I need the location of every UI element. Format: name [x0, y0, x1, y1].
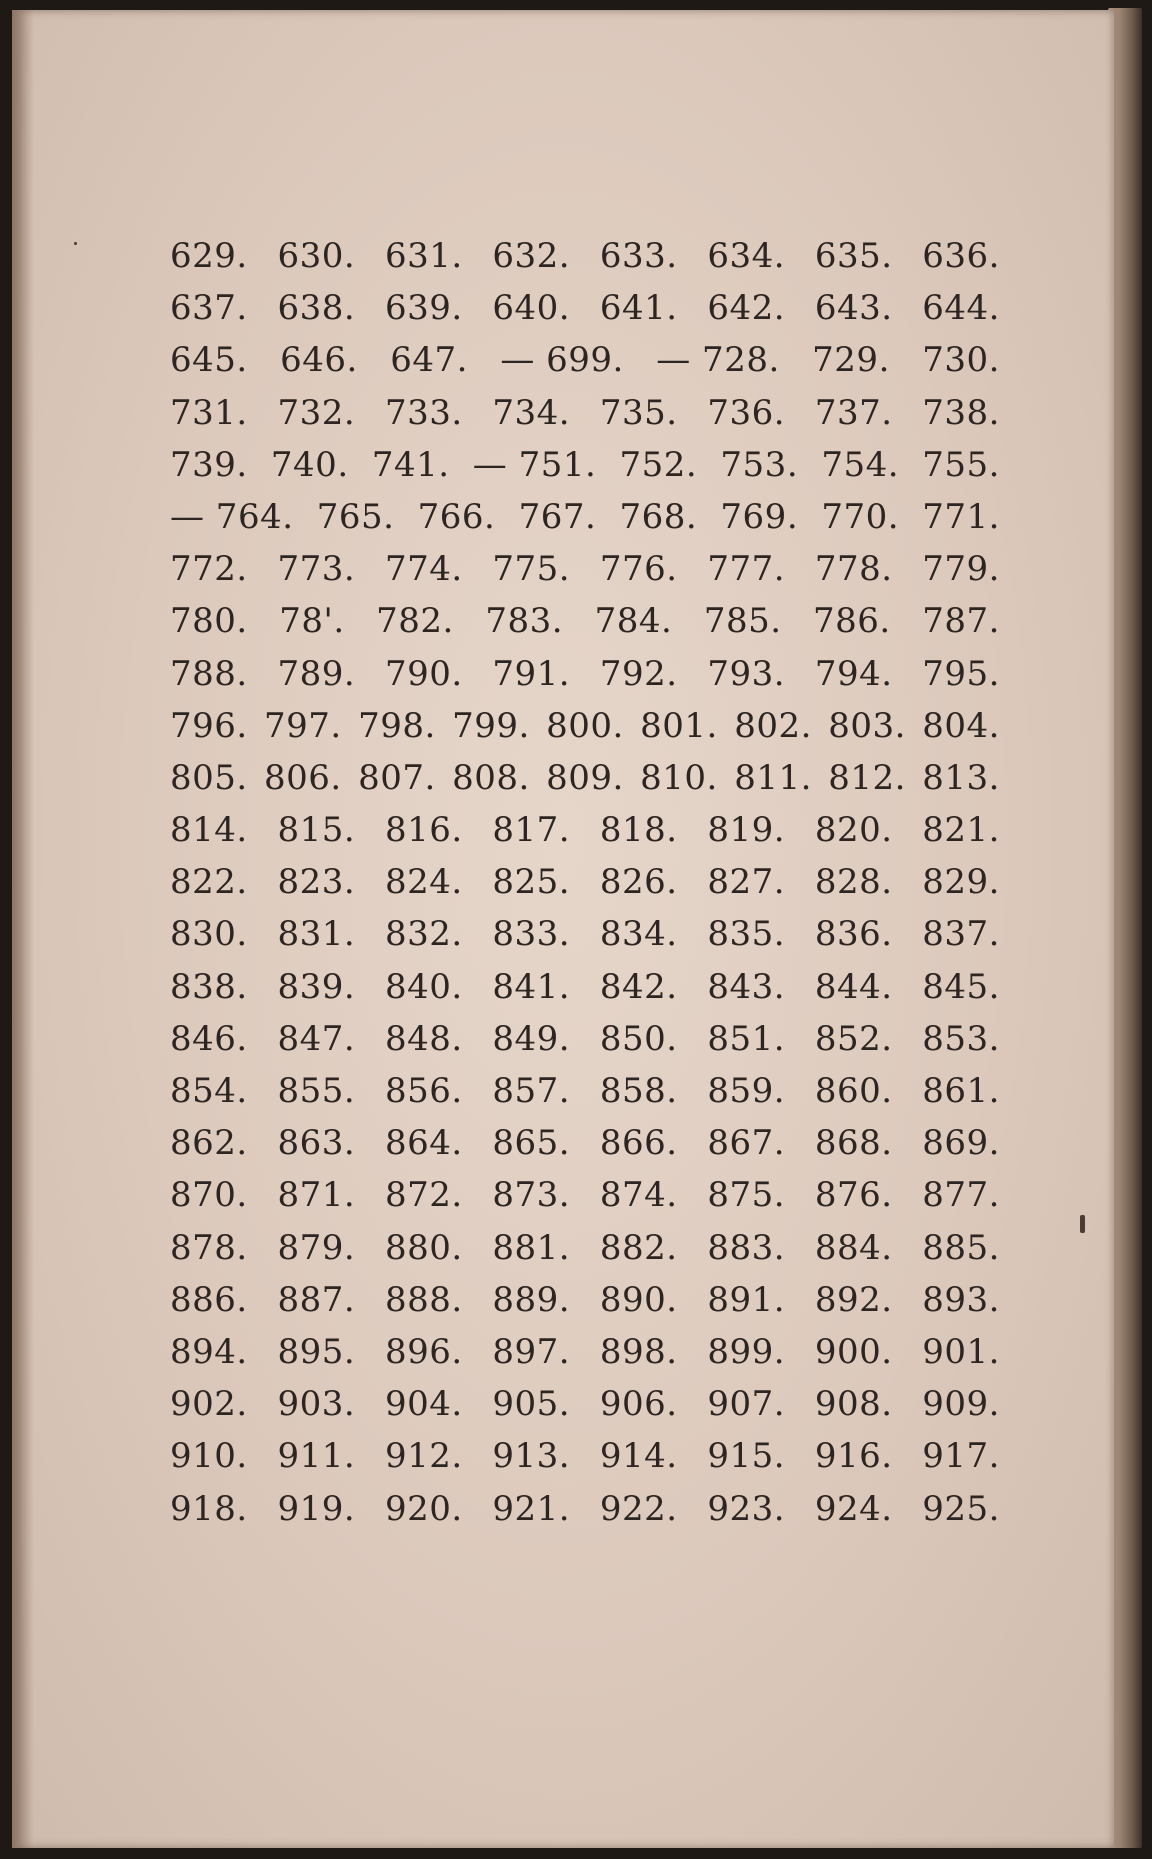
number-entry: 632.: [492, 236, 571, 276]
number-entry: 802.: [734, 705, 812, 746]
number-row: [170, 334, 1000, 386]
number-entry: 872.: [384, 1175, 463, 1216]
number-entry: 733.: [384, 392, 463, 433]
number-entry: 838.: [170, 966, 248, 1007]
number-entry: 790.: [384, 653, 463, 694]
number-entry: 808.: [452, 757, 530, 798]
number-row: [170, 1013, 1000, 1065]
number-entry: — 764.: [170, 496, 294, 537]
number-entry: 827.: [707, 862, 786, 903]
number-entry: 816.: [384, 810, 463, 851]
number-entry: 876.: [814, 1175, 893, 1216]
number-row: [170, 648, 1000, 700]
number-entry: 866.: [599, 1123, 678, 1164]
number-entry: 917.: [922, 1436, 1000, 1477]
number-entry: 865.: [492, 1123, 571, 1164]
page-gutter: [12, 10, 34, 1848]
number-entry: 903.: [277, 1384, 356, 1425]
number-entry: 792.: [599, 653, 678, 694]
number-entry: 634.: [707, 236, 786, 276]
number-entry: 840.: [384, 966, 463, 1007]
number-entry: 881.: [492, 1227, 571, 1268]
book-page: [12, 10, 1114, 1848]
number-entry: 860.: [814, 1071, 893, 1111]
number-entry: 855.: [277, 1071, 356, 1111]
number-entry: 766.: [417, 496, 496, 537]
number-entry: 877.: [922, 1175, 1000, 1216]
number-entry: 842.: [599, 966, 678, 1007]
number-entry: 826.: [599, 862, 678, 903]
number-entry: 923.: [707, 1488, 786, 1529]
number-entry: 638.: [277, 288, 356, 329]
number-entry: 765.: [316, 496, 395, 537]
number-entry: 825.: [492, 862, 571, 903]
number-entry: 809.: [546, 757, 624, 798]
number-entry: 819.: [707, 810, 786, 851]
number-row: [170, 1274, 1000, 1326]
number-entry: 899.: [707, 1331, 786, 1372]
number-entry: 844.: [814, 966, 893, 1007]
number-row: [170, 282, 1000, 334]
number-entry: 820.: [814, 810, 893, 851]
number-entry: 646.: [280, 340, 358, 381]
number-entry: 893.: [922, 1279, 1000, 1320]
number-entry: 643.: [814, 288, 893, 329]
number-entry: 852.: [814, 1018, 893, 1059]
number-entry: 787.: [922, 601, 1000, 642]
number-entry: 847.: [277, 1018, 356, 1059]
number-entry: 884.: [814, 1227, 893, 1268]
number-entry: 795.: [922, 653, 1000, 694]
number-entry: 885.: [922, 1227, 1000, 1268]
number-entry: 870.: [170, 1175, 248, 1216]
number-entry: 769.: [720, 496, 799, 537]
number-entry: 645.: [170, 340, 248, 381]
number-entry: 630.: [277, 236, 356, 276]
number-entry: 846.: [170, 1018, 248, 1059]
number-entry: 817.: [492, 810, 571, 851]
number-entry: 883.: [707, 1227, 786, 1268]
number-entry: 853.: [922, 1018, 1000, 1059]
number-row: [170, 1326, 1000, 1378]
number-entry: 807.: [358, 757, 436, 798]
number-row: [170, 1430, 1000, 1482]
number-entry: 868.: [814, 1123, 893, 1164]
number-entry: 736.: [707, 392, 786, 433]
ink-speck: [74, 242, 77, 245]
number-entry: 636.: [922, 236, 1000, 276]
number-entry: 776.: [599, 549, 678, 590]
number-entry: 854.: [170, 1071, 248, 1111]
number-entry: 912.: [384, 1436, 463, 1477]
number-entry: 740.: [270, 444, 349, 485]
number-entry: 869.: [922, 1123, 1000, 1164]
number-entry: 886.: [170, 1279, 248, 1320]
number-entry: 904.: [384, 1384, 463, 1425]
number-entry: 901.: [922, 1331, 1000, 1372]
number-entry: 805.: [170, 757, 248, 798]
number-entry: 783.: [485, 601, 564, 642]
number-entry: 741.: [371, 444, 450, 485]
number-entry: 637.: [170, 288, 248, 329]
number-entry: 823.: [277, 862, 356, 903]
number-entry: 811.: [734, 757, 812, 798]
number-row: [170, 804, 1000, 856]
number-entry: 828.: [814, 862, 893, 903]
number-entry: 641.: [599, 288, 678, 329]
number-row: [170, 700, 1000, 752]
number-entry: 730.: [922, 340, 1000, 381]
number-row: [170, 439, 1000, 491]
number-entry: 803.: [828, 705, 906, 746]
number-entry: 878.: [170, 1227, 248, 1268]
number-list: [170, 230, 1000, 1535]
number-entry: — 699.: [500, 340, 624, 381]
number-entry: 797.: [264, 705, 342, 746]
number-entry: 810.: [640, 757, 718, 798]
number-entry: 890.: [599, 1279, 678, 1320]
number-entry: 822.: [170, 862, 248, 903]
number-row: [170, 1169, 1000, 1221]
number-entry: 78'.: [279, 601, 345, 642]
number-entry: 833.: [492, 914, 571, 955]
number-entry: 800.: [546, 705, 624, 746]
number-entry: 789.: [277, 653, 356, 694]
number-entry: 731.: [170, 392, 248, 433]
number-entry: 919.: [277, 1488, 356, 1529]
number-row: [170, 230, 1000, 282]
number-entry: 913.: [492, 1436, 571, 1477]
number-entry: 861.: [922, 1071, 1000, 1111]
number-entry: 839.: [277, 966, 356, 1007]
number-entry: 864.: [384, 1123, 463, 1164]
number-entry: 871.: [277, 1175, 356, 1216]
number-entry: 633.: [599, 236, 678, 276]
number-entry: 738.: [922, 392, 1000, 433]
number-entry: 772.: [170, 549, 248, 590]
number-entry: 849.: [492, 1018, 571, 1059]
number-entry: — 751.: [472, 444, 597, 485]
number-row: [170, 961, 1000, 1013]
number-entry: 788.: [170, 653, 248, 694]
number-entry: 791.: [492, 653, 571, 694]
number-entry: 851.: [707, 1018, 786, 1059]
number-entry: 779.: [922, 549, 1000, 590]
number-row: [170, 908, 1000, 960]
number-entry: 873.: [492, 1175, 571, 1216]
number-row: [170, 595, 1000, 647]
number-entry: 754.: [821, 444, 900, 485]
number-entry: 909.: [922, 1384, 1000, 1425]
number-entry: 801.: [640, 705, 718, 746]
number-entry: 911.: [277, 1436, 356, 1477]
number-entry: 735.: [599, 392, 678, 433]
number-entry: 729.: [812, 340, 890, 381]
number-row: [170, 856, 1000, 908]
number-entry: 812.: [828, 757, 906, 798]
number-entry: 635.: [814, 236, 893, 276]
number-entry: 814.: [170, 810, 248, 851]
number-entry: 732.: [277, 392, 356, 433]
number-entry: 831.: [277, 914, 356, 955]
number-row: [170, 387, 1000, 439]
number-entry: 905.: [492, 1384, 571, 1425]
number-entry: 889.: [492, 1279, 571, 1320]
number-entry: 850.: [599, 1018, 678, 1059]
number-entry: 836.: [814, 914, 893, 955]
number-entry: 914.: [599, 1436, 678, 1477]
number-entry: 843.: [707, 966, 786, 1007]
number-entry: 924.: [814, 1488, 893, 1529]
number-entry: 804.: [922, 705, 1000, 746]
number-entry: 639.: [384, 288, 463, 329]
number-entry: 867.: [707, 1123, 786, 1164]
number-entry: 896.: [384, 1331, 463, 1372]
number-entry: — 728.: [656, 340, 780, 381]
number-row: [170, 1117, 1000, 1169]
number-entry: 915.: [707, 1436, 786, 1477]
number-entry: 775.: [492, 549, 571, 590]
number-row: [170, 1483, 1000, 1535]
number-entry: 897.: [492, 1331, 571, 1372]
number-entry: 798.: [358, 705, 436, 746]
number-entry: 818.: [599, 810, 678, 851]
number-entry: 753.: [720, 444, 799, 485]
number-entry: 845.: [922, 966, 1000, 1007]
number-entry: 874.: [599, 1175, 678, 1216]
number-entry: 902.: [170, 1384, 248, 1425]
number-entry: 918.: [170, 1488, 248, 1529]
number-entry: 771.: [922, 496, 1000, 537]
number-entry: 879.: [277, 1227, 356, 1268]
number-entry: 778.: [814, 549, 893, 590]
number-entry: 768.: [619, 496, 698, 537]
number-entry: 786.: [813, 601, 891, 642]
number-entry: 892.: [814, 1279, 893, 1320]
number-entry: 880.: [384, 1227, 463, 1268]
number-entry: 734.: [492, 392, 571, 433]
number-entry: 910.: [170, 1436, 248, 1477]
number-entry: 830.: [170, 914, 248, 955]
number-entry: 821.: [922, 810, 1000, 851]
number-row: [170, 543, 1000, 595]
number-entry: 785.: [703, 601, 782, 642]
number-entry: 767.: [518, 496, 597, 537]
number-entry: 921.: [492, 1488, 571, 1529]
number-entry: 784.: [594, 601, 673, 642]
number-entry: 900.: [814, 1331, 893, 1372]
number-entry: 780.: [170, 601, 248, 642]
number-entry: 848.: [384, 1018, 463, 1059]
number-entry: 813.: [922, 757, 1000, 798]
number-entry: 815.: [277, 810, 356, 851]
number-entry: 907.: [707, 1384, 786, 1425]
number-entry: 796.: [170, 705, 248, 746]
number-entry: 777.: [707, 549, 786, 590]
ink-speck: [1080, 1215, 1085, 1233]
number-entry: 920.: [384, 1488, 463, 1529]
number-entry: 770.: [821, 496, 900, 537]
number-entry: 629.: [170, 236, 248, 276]
number-entry: 858.: [599, 1071, 678, 1111]
number-entry: 906.: [599, 1384, 678, 1425]
number-entry: 640.: [492, 288, 571, 329]
number-row: [170, 1065, 1000, 1117]
number-entry: 882.: [599, 1227, 678, 1268]
number-entry: 829.: [922, 862, 1000, 903]
number-entry: 782.: [376, 601, 454, 642]
number-row: [170, 1378, 1000, 1430]
number-entry: 832.: [384, 914, 463, 955]
number-entry: 894.: [170, 1331, 248, 1372]
number-entry: 916.: [814, 1436, 893, 1477]
number-row: [170, 1222, 1000, 1274]
number-entry: 857.: [492, 1071, 571, 1111]
number-row: [170, 752, 1000, 804]
number-entry: 922.: [599, 1488, 678, 1529]
number-entry: 824.: [384, 862, 463, 903]
number-entry: 863.: [277, 1123, 356, 1164]
number-entry: 739.: [170, 444, 248, 485]
number-entry: 644.: [922, 288, 1000, 329]
number-entry: 888.: [384, 1279, 463, 1320]
number-entry: 755.: [922, 444, 1000, 485]
number-entry: 856.: [384, 1071, 463, 1111]
number-entry: 631.: [384, 236, 463, 276]
number-entry: 925.: [922, 1488, 1000, 1529]
number-entry: 898.: [599, 1331, 678, 1372]
number-entry: 752.: [619, 444, 698, 485]
number-entry: 875.: [707, 1175, 786, 1216]
number-entry: 799.: [452, 705, 530, 746]
number-entry: 887.: [277, 1279, 356, 1320]
number-entry: 841.: [492, 966, 571, 1007]
number-entry: 835.: [707, 914, 786, 955]
number-entry: 806.: [264, 757, 342, 798]
number-entry: 837.: [922, 914, 1000, 955]
number-row: [170, 491, 1000, 543]
number-entry: 793.: [707, 653, 786, 694]
number-entry: 774.: [384, 549, 463, 590]
number-entry: 862.: [170, 1123, 248, 1164]
number-entry: 834.: [599, 914, 678, 955]
number-entry: 859.: [707, 1071, 786, 1111]
number-entry: 794.: [814, 653, 893, 694]
number-entry: 737.: [814, 392, 893, 433]
number-entry: 891.: [707, 1279, 786, 1320]
number-entry: 895.: [277, 1331, 356, 1372]
number-entry: 647.: [390, 340, 468, 381]
number-entry: 908.: [814, 1384, 893, 1425]
number-entry: 773.: [277, 549, 356, 590]
number-entry: 642.: [707, 288, 786, 329]
